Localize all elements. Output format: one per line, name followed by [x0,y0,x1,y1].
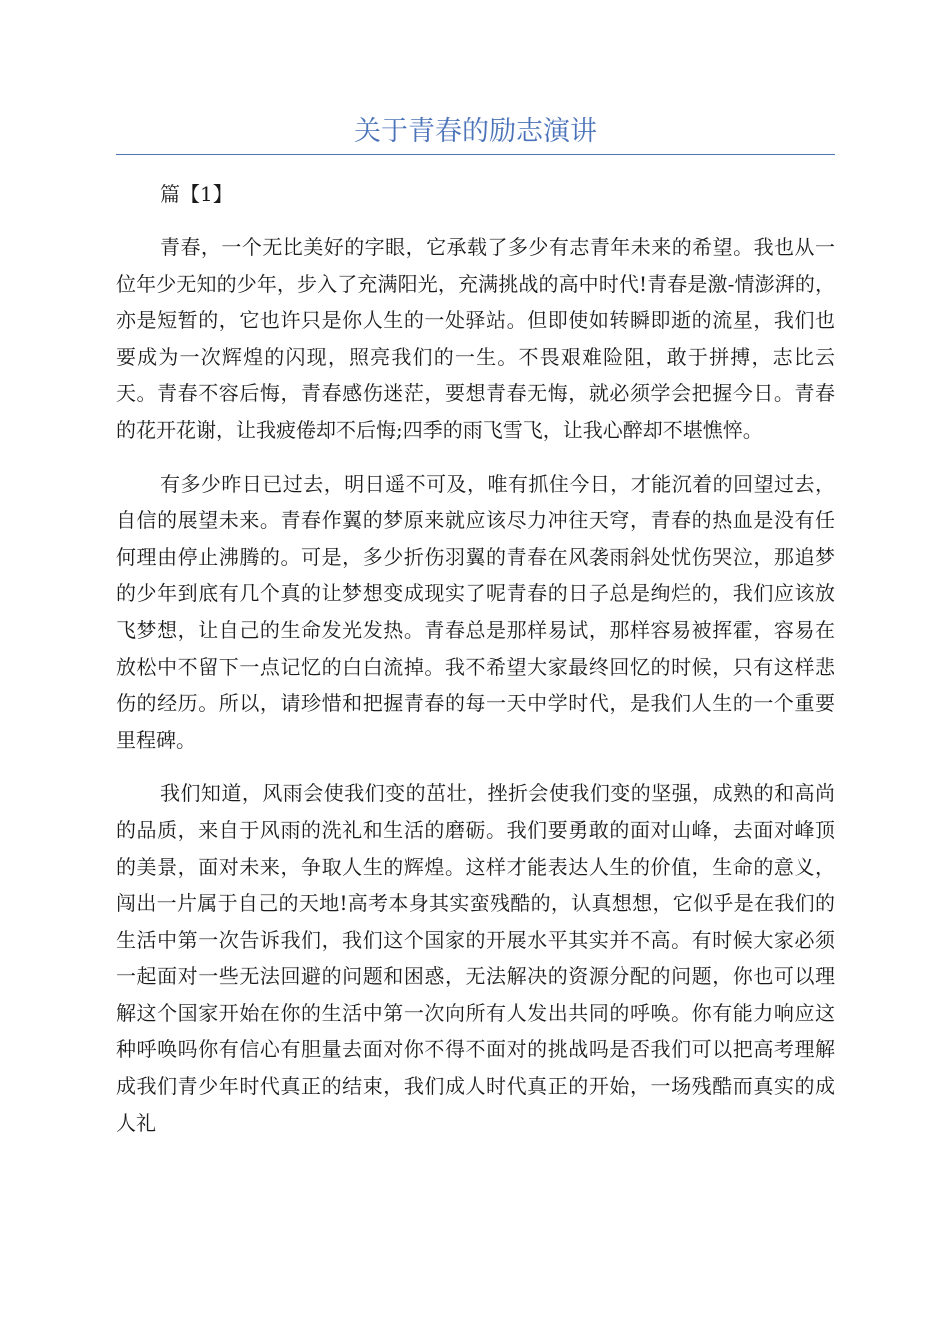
paragraph-3: 我们知道，风雨会使我们变的茁壮，挫折会使我们变的坚强，成熟的和高尚的品质，来自于风雨的洗礼和生活的磨砺。我们要勇敢的面对山峰，去面对峰顶的美景，面对未来，争取人生的辉煌。这样才能表达人生的价值，生命的意义，闯出一片属于自己的天地!高考本身其实蛮残酷的，认真想想，它似乎是在我们的生活中第一次告诉我们，我们这个国家的开展水平其实并不高。有时候大家必须一起面对一些无法回避的问题和困惑，无法解决的资源分配的问题，你也可以理解这个国家开始在你的生活中第一次向所有人发出共同的呼唤。你有能力响应这种呼唤吗你有信心有胆量去面对你不得不面对的挑战吗是否我们可以把高考理解成我们青少年时代真正的结束，我们成人时代真正的开始，一场残酷而真实的成人礼 [116,781,835,1135]
paragraph-1: 青春，一个无比美好的字眼，它承载了多少有志青年未来的希望。我也从一位年少无知的少年，步入了充满阳光，充满挑战的高中时代!青春是激-情澎湃的，亦是短暂的，它也许只是你人生的一处驿站。但即使如转瞬即逝的流星，我们也要成为一次辉煌的闪现，照亮我们的一生。不畏艰难险阻，敢于拼搏，志比云天。青春不容后悔，青春感伤迷茫，要想青春无悔，就必须学会把握今日。青春的花开花谢，让我疲倦却不后悔;四季的雨飞雪飞，让我心醉却不堪憔悴。 [116,235,835,442]
document-body [116,176,835,1141]
paragraph-2: 有多少昨日已过去，明日遥不可及，唯有抓住今日，才能沉着的回望过去，自信的展望未来。青春作翼的梦原来就应该尽力冲往天穹，青春的热血是没有任何理由停止沸腾的。可是，多少折伤羽翼的青春在风袭雨斜处忧伤哭泣，那追梦的少年到底有几个真的让梦想变成现实了呢青春的日子总是绚烂的，我们应该放飞梦想，让自己的生命发光发热。青春总是那样易试，那样容易被挥霍，容易在放松中不留下一点记忆的白白流掉。我不希望大家最终回忆的时候，只有这样悲伤的经历。所以，请珍惜和把握青春的每一天中学时代，是我们人生的一个重要里程碑。 [116,471,835,752]
section-label: 篇【1】 [160,182,233,206]
document-title: 关于青春的励志演讲 [354,116,597,147]
title-underline [116,154,835,155]
